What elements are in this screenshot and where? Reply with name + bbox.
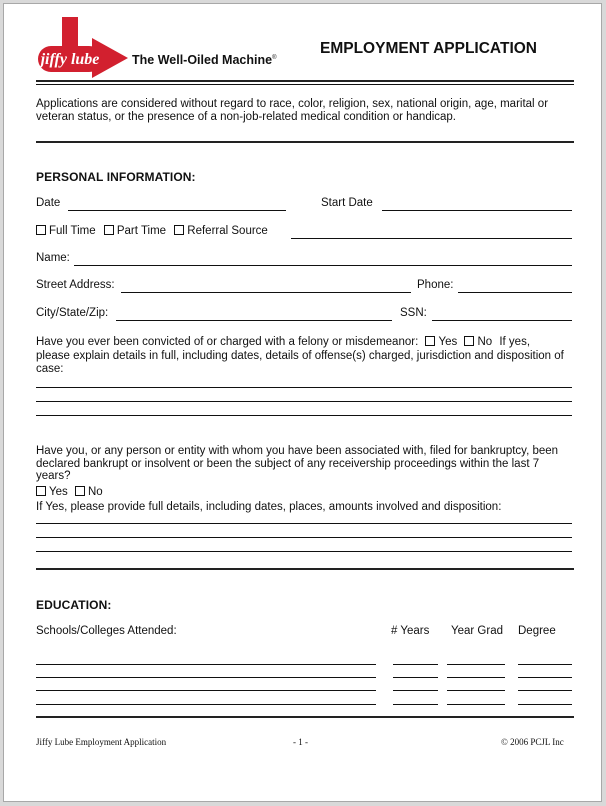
divider-rule-2 [36,568,574,570]
registered-mark: ® [272,55,277,61]
start-date-label: Start Date [321,197,373,209]
felony-question: Have you ever been convicted of or charged with a felony or misdemeanor: [36,336,419,348]
schools-attended-label: Schools/Colleges Attended: [36,625,177,637]
felony-details-line-2[interactable] [36,401,572,402]
degree-column-label: Degree [518,625,556,637]
education-school-field-row-3[interactable] [36,690,376,691]
employment-type-row [36,225,268,238]
education-years-field-row-2[interactable] [393,677,438,678]
header-rule [36,80,574,82]
felony-no-label: No [477,336,493,348]
years-column-label: # Years [391,625,430,637]
bankruptcy-no-checkbox[interactable] [75,486,85,496]
name-label: Name: [36,252,70,264]
education-year-grad-field-row-4[interactable] [447,704,505,705]
tagline-text: The Well-Oiled Machine [132,53,273,68]
footer-document-name: Jiffy Lube Employment Application [36,737,167,747]
header-rule-thin [36,84,574,85]
street-address-label: Street Address: [36,279,115,291]
footer-copyright: © 2006 PCJL Inc [501,737,564,747]
year-grad-column-label: Year Grad [451,625,503,637]
bankruptcy-details-instructions: If Yes, please provide full details, including dates, places, amounts involved and disposition: [36,501,502,513]
bankruptcy-no-label: No [87,486,103,498]
education-school-field-row-1[interactable] [36,664,376,665]
city-state-zip-field[interactable] [116,320,392,321]
education-year-grad-field-row-2[interactable] [447,677,505,678]
bankruptcy-question: Have you, or any person or entity with whom you have been associated with, filed for bankruptcy, been declared bankrupt or insolvent or been the subject of any receivership proceedings within the last 7 years? [36,445,559,482]
felony-yes-label: Yes [438,336,458,348]
full-time-checkbox[interactable] [36,225,46,235]
start-date-field[interactable] [382,210,572,211]
date-field[interactable] [68,210,286,211]
brand-tagline [132,52,277,67]
felony-no-checkbox[interactable] [464,336,474,346]
logo-wordmark: jiffy lube [40,51,100,68]
phone-field[interactable] [458,292,572,293]
part-time-checkbox[interactable] [104,225,114,235]
bottom-rule [36,716,574,718]
footer-page-number: - 1 - [293,737,308,747]
city-state-zip-label: City/State/Zip: [36,307,109,319]
bankruptcy-yes-checkbox[interactable] [36,486,46,496]
referral-source-field[interactable] [291,238,572,239]
part-time-label: Part Time [116,225,167,237]
education-school-field-row-2[interactable] [36,677,376,678]
education-years-field-row-1[interactable] [393,664,438,665]
education-heading: EDUCATION: [36,598,112,612]
felony-details-line-3[interactable] [36,415,572,416]
eeo-disclaimer: Applications are considered without regard to race, color, religion, sex, national origin, age, marital or veteran status, or the presence of a non-job-related medical condition or handicap. [36,98,549,123]
document-title: EMPLOYMENT APPLICATION [320,40,537,57]
felony-yes-checkbox[interactable] [425,336,435,346]
phone-label: Phone: [417,279,454,291]
ssn-field[interactable] [432,320,572,321]
felony-question-line [36,336,530,349]
bankruptcy-details-line-2[interactable] [36,537,572,538]
education-degree-field-row-2[interactable] [518,677,572,678]
education-year-grad-field-row-1[interactable] [447,664,505,665]
bankruptcy-details-line-1[interactable] [36,523,572,524]
felony-if-yes: If yes, [499,336,531,348]
felony-details-line-1[interactable] [36,387,572,388]
referral-source-label: Referral Source [187,225,268,237]
jiffy-lube-logo [32,12,132,82]
ssn-label: SSN: [400,307,427,319]
education-degree-field-row-3[interactable] [518,690,572,691]
education-degree-field-row-4[interactable] [518,704,572,705]
education-school-field-row-4[interactable] [36,704,376,705]
full-time-label: Full Time [49,225,96,237]
referral-source-checkbox[interactable] [174,225,184,235]
bankruptcy-answer-row [36,486,103,499]
divider-rule [36,141,574,143]
date-label: Date [36,197,61,209]
education-years-field-row-4[interactable] [393,704,438,705]
street-address-field[interactable] [121,292,411,293]
education-year-grad-field-row-3[interactable] [447,690,505,691]
personal-info-heading: PERSONAL INFORMATION: [36,170,196,184]
name-field[interactable] [74,265,572,266]
education-degree-field-row-1[interactable] [518,664,572,665]
bankruptcy-details-line-3[interactable] [36,551,572,552]
felony-details-instructions: please explain details in full, including dates, details of offense(s) charged, jurisdiction and disposition of case: [36,350,564,375]
bankruptcy-yes-label: Yes [49,486,68,498]
education-years-field-row-3[interactable] [393,690,438,691]
application-page [3,3,602,802]
